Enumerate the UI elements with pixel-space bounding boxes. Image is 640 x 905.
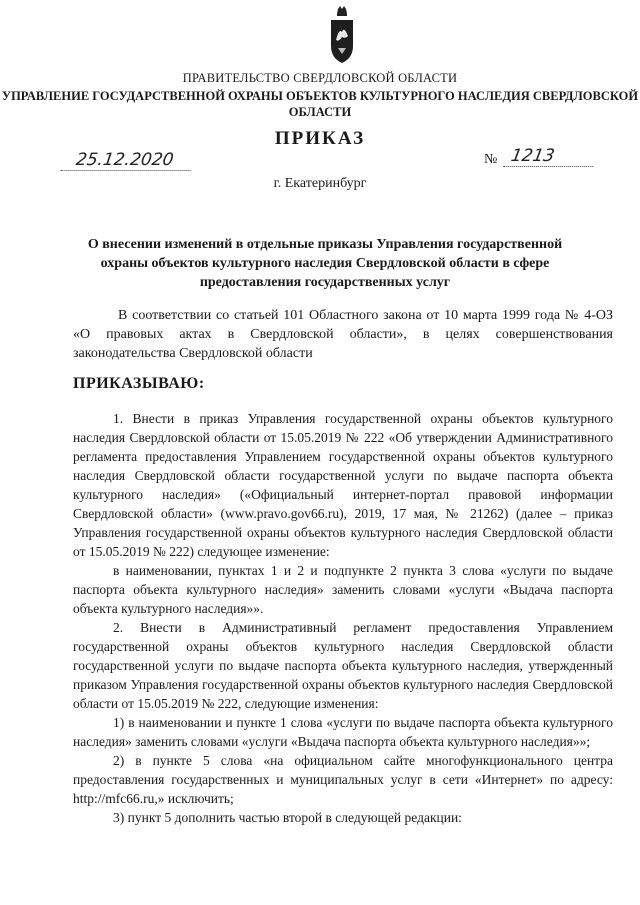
government-name: ПРАВИТЕЛЬСТВО СВЕРДЛОВСКОЙ ОБЛАСТИ	[182, 71, 458, 85]
paragraph-2: 2. Внести в Административный регламент предоставления Управлением государственной охраны объектов культурного наследия Свердловской области государственной услуги по выдаче паспорта объекта культурного наследия, утвержденный приказом Управления государственной охраны объектов культурного наследия Свердловской области от 15.05.2019 № 222, следующие изменения:	[73, 620, 613, 711]
coat-of-arms-icon	[329, 6, 355, 64]
paragraph-1: 1. Внести в приказ Управления государственной охраны объектов культурного наследия Свердловской области от 15.05.2019 № 222 «Об утверждении Административного регламента предоставления Управлением государственной охраны объектов культурного наследия Свердловской области государственной услуги по выдаче паспорта объекта культурного наследия» («Официальный интернет-портал правовой информации Свердловской области» (www.pravo.gov66.ru), 2019, 17 мая, № 21262) (далее – приказ Управления государственной охраны объектов культурного наследия Свердловской области от 15.05.2019 № 222) следующее изменение:	[73, 411, 613, 559]
document-type: ПРИКАЗ	[274, 128, 366, 149]
paragraph-2-item-3: 3) пункт 5 дополнить частью второй в следующей редакции:	[113, 810, 462, 825]
city: г. Екатеринбург	[273, 176, 367, 191]
document-title: О внесении изменений в отдельные приказы Управления государственной охраны объектов культурного наследия Свердловской области в сфере предоставления государственных услуг	[87, 237, 563, 290]
paragraph-1-change: в наименовании, пунктах 1 и 2 и подпункте 2 пункта 3 слова «услуги по выдаче паспорта объекта культурного наследия» заменить словами «услуги «Выдача паспорта объекта культурного наследия»».	[73, 563, 613, 616]
department-name: УПРАВЛЕНИЕ ГОСУДАРСТВЕННОЙ ОХРАНЫ ОБЪЕКТОВ КУЛЬТУРНОГО НАСЛЕДИЯ СВЕРДЛОВСКОЙ ОБЛАСТИ	[1, 89, 639, 119]
paragraph-2-item-1: 1) в наименовании и пункте 1 слова «услуги по выдаче паспорта объекта культурного наследия» заменить словами «услуги «Выдача паспорта объекта культурного наследия»»;	[73, 715, 613, 749]
paragraph-2-item-2: 2) в пункте 5 слова «на официальном сайте многофункционального центра предоставления государственных и муниципальных услуг в сети «Интернет» по адресу: http://mfc66.ru,» исключить;	[73, 753, 613, 806]
number-label: №	[484, 152, 498, 167]
document-number: 1213	[503, 146, 597, 167]
document-body	[73, 409, 613, 827]
order-heading: ПРИКАЗЫВАЮ:	[73, 375, 205, 392]
document-date: 25.12.2020	[61, 150, 194, 171]
intro-paragraph: В соответствии со статьей 101 Областного закона от 10 марта 1999 года № 4-ОЗ «О правовых актах в Свердловской области», в целях совершенствования законодательства Свердловской области	[73, 308, 613, 361]
